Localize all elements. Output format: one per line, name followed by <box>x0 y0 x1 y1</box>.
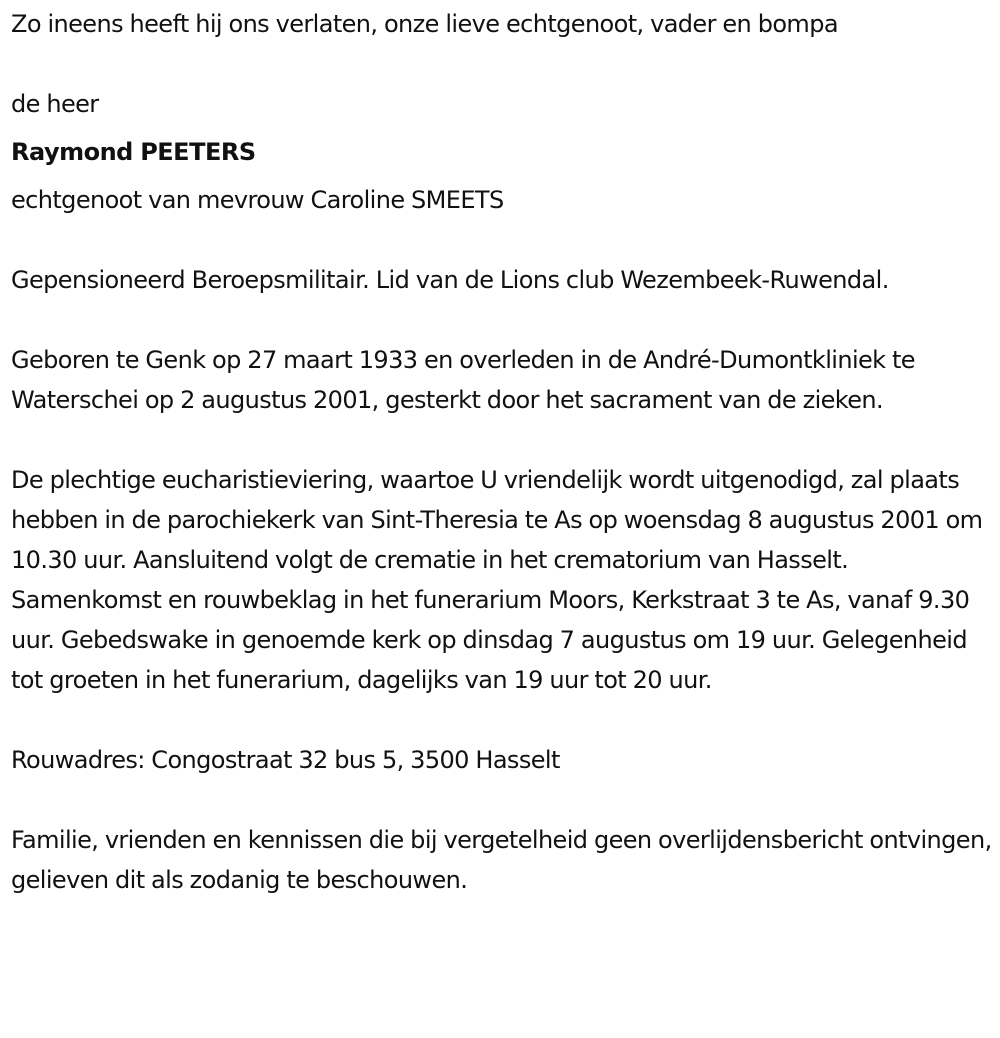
deceased-name: Raymond PEETERS <box>11 138 256 166</box>
ceremony-paragraph: De plechtige eucharistieviering, waartoe U vriendelijk wordt uitgenodigd, zal plaats hebben in de parochiekerk van Sint-Theresia te As op woensdag 8 augustus 2001 om 10.30 uur. Aansluitend volgt de crematie in het crematorium van Hasselt. Samenkomst en rouwbeklag in het funerarium Moors, Kerkstraat 3 te As, vanaf 9.30 uur. Gebedswake in genoemde kerk op dinsdag 7 augustus om 19 uur. Gelegenheid tot groeten in het funerarium, dagelijks van 19 uur tot 20 uur. <box>11 466 983 694</box>
closing-paragraph: Familie, vrienden en kennissen die bij vergetelheid geen overlijdensbericht ontvingen, gelieven dit als zodanig te beschouwen. <box>11 826 992 894</box>
mourning-address: Rouwadres: Congostraat 32 bus 5, 3500 Hasselt <box>11 746 560 774</box>
title-prefix: de heer <box>11 90 99 118</box>
occupation-paragraph: Gepensioneerd Beroepsmilitair. Lid van de Lions club Wezembeek-Ruwendal. <box>11 266 889 294</box>
intro-text: Zo ineens heeft hij ons verlaten, onze lieve echtgenoot, vader en bompa <box>11 10 838 38</box>
birth-death-paragraph: Geboren te Genk op 27 maart 1933 en overleden in de André-Dumontkliniek te Waterschei op 2 augustus 2001, gesterkt door het sacrament van de zieken. <box>11 346 915 414</box>
obituary-notice <box>11 4 996 900</box>
spouse-line: echtgenoot van mevrouw Caroline SMEETS <box>11 186 504 214</box>
